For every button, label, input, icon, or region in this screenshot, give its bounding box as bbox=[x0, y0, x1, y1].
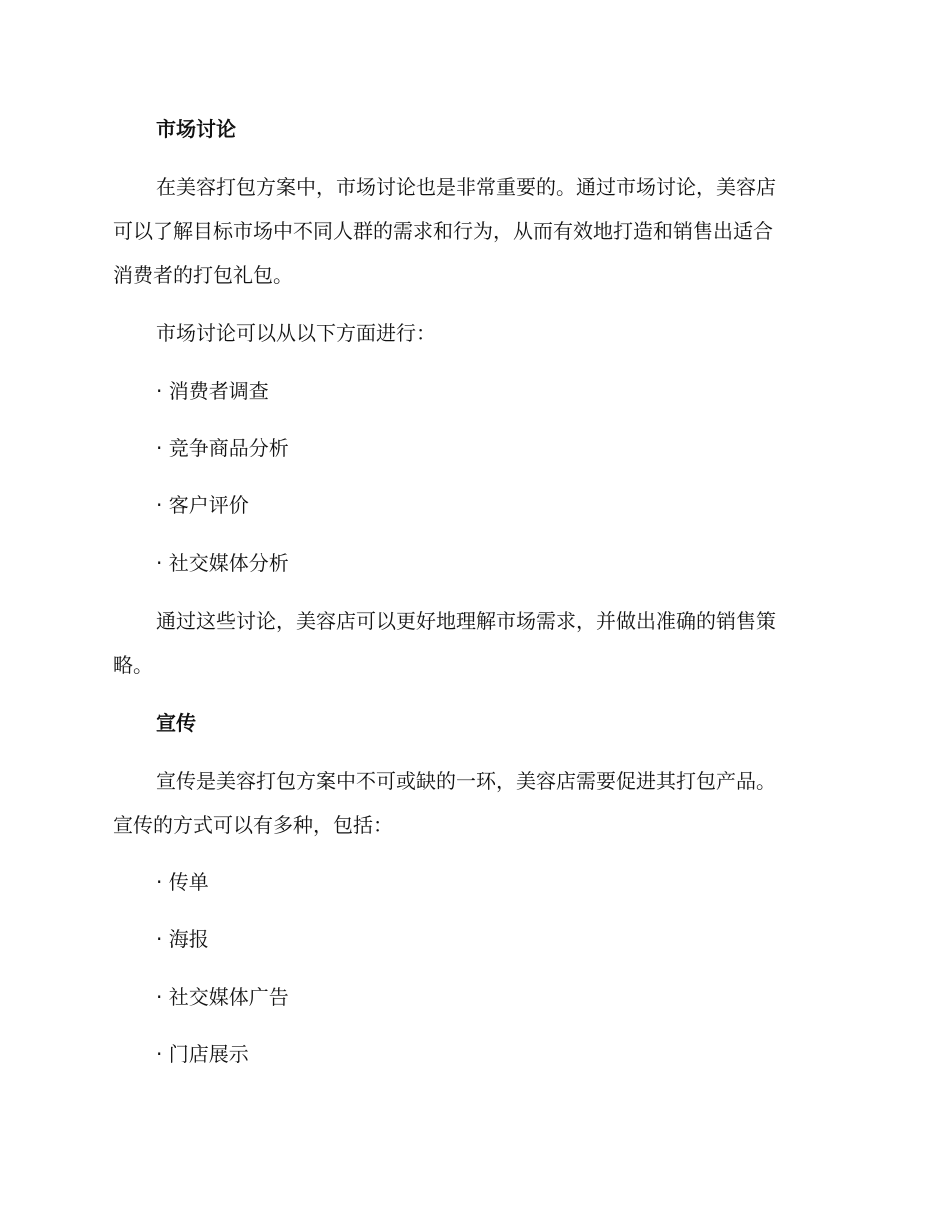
list-item: · 传单 bbox=[156, 870, 209, 894]
list-item: · 客户评价 bbox=[156, 493, 249, 517]
section-heading-market-discussion: 市场讨论 bbox=[156, 117, 236, 141]
paragraph-line: 宣传是美容打包方案中不可或缺的一环，美容店需要促进其打包产品。 bbox=[156, 769, 776, 793]
paragraph-line: 在美容打包方案中，市场讨论也是非常重要的。通过市场讨论，美容店 bbox=[156, 175, 776, 199]
paragraph-line: 宣传的方式可以有多种，包括： bbox=[113, 813, 393, 837]
paragraph-line: 略。 bbox=[113, 653, 153, 677]
list-item: · 海报 bbox=[156, 927, 209, 951]
list-item: · 社交媒体分析 bbox=[156, 551, 289, 575]
section-heading-promotion: 宣传 bbox=[156, 711, 196, 735]
list-item: · 竞争商品分析 bbox=[156, 436, 289, 460]
list-item: · 社交媒体广告 bbox=[156, 985, 289, 1009]
list-intro: 市场讨论可以从以下方面进行： bbox=[156, 321, 436, 345]
list-item: · 消费者调查 bbox=[156, 379, 269, 403]
paragraph-line: 可以了解目标市场中不同人群的需求和行为，从而有效地打造和销售出适合 bbox=[113, 219, 773, 243]
paragraph-line: 通过这些讨论，美容店可以更好地理解市场需求，并做出准确的销售策 bbox=[156, 609, 776, 633]
list-item: · 门店展示 bbox=[156, 1042, 249, 1066]
paragraph-line: 消费者的打包礼包。 bbox=[113, 263, 293, 287]
